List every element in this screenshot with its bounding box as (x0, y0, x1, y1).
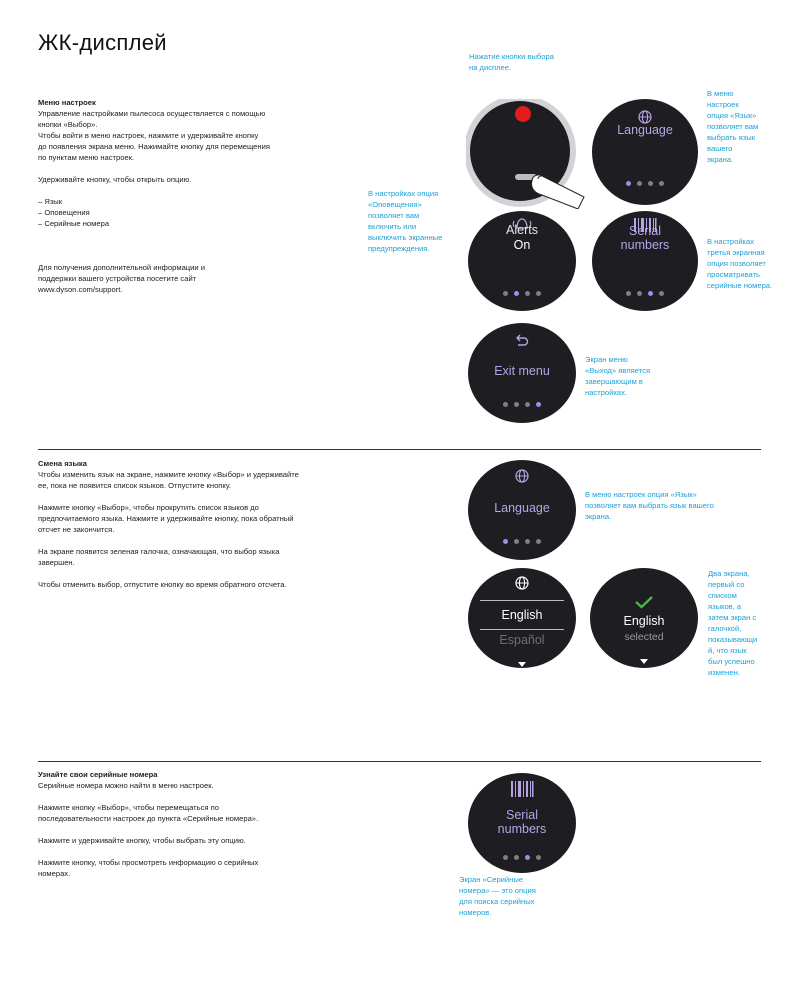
alerts-title: Alerts (506, 223, 538, 237)
paragraph: Управление настройками пылесоса осуществляется с помощью кнопки «Выбор». (38, 109, 266, 129)
screen-serial-numbers (468, 773, 576, 873)
screen-language-list (468, 568, 576, 668)
paragraph: Нажмите кнопку «Выбор», чтобы прокрутить список языков до предпочитаемого языка. Нажмите и удерживайте кнопку, пока обратный отсчет не закончится. (38, 503, 294, 534)
barcode-icon (468, 781, 576, 802)
section-heading: Меню настроек (38, 98, 96, 107)
language-option-current: English (501, 608, 543, 622)
alerts-value: On (513, 238, 531, 252)
paragraph: Чтобы отменить выбор, отпустите кнопку во время обратного отсчета. (38, 580, 287, 589)
page-dots (468, 539, 576, 544)
paragraph: Нажмите кнопку «Выбор», чтобы перемещаться по последовательности настроек до пункта «Серийные номера». (38, 803, 259, 823)
screen-serial-numbers (592, 211, 698, 311)
paragraph: На экране появится зеленая галочка, означающая, что выбор языка завершен. (38, 547, 280, 567)
section-heading: Смена языка (38, 459, 87, 468)
caption-alerts-option: В настройках опция «Оповещения» позволяет вам включить или выключить экранные предупреждения. (368, 189, 443, 253)
page-dots (468, 291, 576, 296)
paragraph: Чтобы войти в меню настроек, нажмите и удерживайте кнопку до появления экрана меню. Нажимайте кнопку для перемещения по пунктам меню настроек. (38, 131, 270, 162)
chevron-down-icon (468, 654, 576, 668)
paragraph: Чтобы изменить язык на экране, нажмите кнопку «Выбор» и удерживайте ее, пока не появится список языков. Отпустите кнопку. (38, 470, 299, 490)
exit-label: Exit menu (494, 364, 550, 378)
caption-exit-option: Экран меню «Выход» является завершающим в настройках. (585, 355, 651, 397)
globe-icon (468, 576, 576, 595)
paragraph: Нажмите кнопку, чтобы просмотреть информацию о серийных номерах. (38, 858, 259, 878)
caption-two-screens: Два экрана, первый со списком языков, а затем экран с галочкой, показывающи й, что язык был успешно изменен. (708, 569, 758, 677)
screen-alerts (468, 211, 576, 311)
select-button-illustration (466, 99, 596, 209)
page-dots (592, 291, 698, 296)
screen-language (468, 460, 576, 560)
chevron-down-icon (590, 651, 698, 668)
serial-line-2: numbers (620, 238, 670, 252)
screen-language (592, 99, 698, 205)
paragraph: Нажмите и удерживайте кнопку, чтобы выбрать эту опцию. (38, 836, 246, 845)
screen-label: Language (617, 123, 673, 137)
globe-icon (468, 469, 576, 488)
serial-line-2: numbers (497, 822, 547, 836)
serial-line-1: Serial (506, 808, 538, 822)
page-dots (592, 181, 698, 186)
paragraph: Серийные номера можно найти в меню настроек. (38, 781, 214, 790)
caption-serial-screen: Экран «Серийные номера» — это опция для поиска серийных номеров. (459, 875, 536, 917)
section-divider (38, 761, 761, 762)
screen-exit-menu (468, 323, 576, 423)
caption-serial-option: В настройках третья экранная опция позволяет просматривать серийные номера. (707, 237, 773, 290)
section-menu-text (38, 97, 358, 295)
paragraph: Удерживайте кнопку, чтобы открыть опцию. (38, 175, 192, 184)
section-divider (38, 449, 761, 450)
page-title: ЖК-дисплей (38, 30, 167, 55)
caption-language-menu: В меню настроек опция «Язык» позволяет вам выбрать язык вашего экрана. (585, 490, 714, 521)
list-item: – Серийные номера (38, 219, 110, 228)
section-heading: Узнайте свои серийные номера (38, 770, 158, 779)
back-arrow-icon (468, 333, 576, 352)
checkmark-icon (590, 595, 698, 614)
section-serial-text (38, 769, 358, 879)
screen-label: Language (494, 501, 550, 515)
list-item: – Оповещения (38, 208, 90, 217)
page-dots (468, 402, 576, 407)
section-language-text (38, 458, 388, 590)
caption-select-button: Нажатие кнопки выбора на дисплее. (469, 52, 554, 72)
red-indicator-icon (515, 106, 531, 122)
paragraph: Для получения дополнительной информации и поддержки вашего устройства посетите сайт www.dyson.com/support. (38, 263, 205, 294)
list-item: – Язык (38, 197, 63, 206)
caption-language-option: В меню настроек опция «Язык» позволяет вам выбрать язык вашего экрана. (707, 89, 759, 164)
selected-language: English (623, 614, 665, 628)
page-dots (468, 855, 576, 860)
language-option-next: Español (499, 633, 545, 647)
serial-line-1: Serial (629, 224, 661, 238)
screen-language-selected (590, 568, 698, 668)
selected-status: selected (624, 631, 664, 643)
